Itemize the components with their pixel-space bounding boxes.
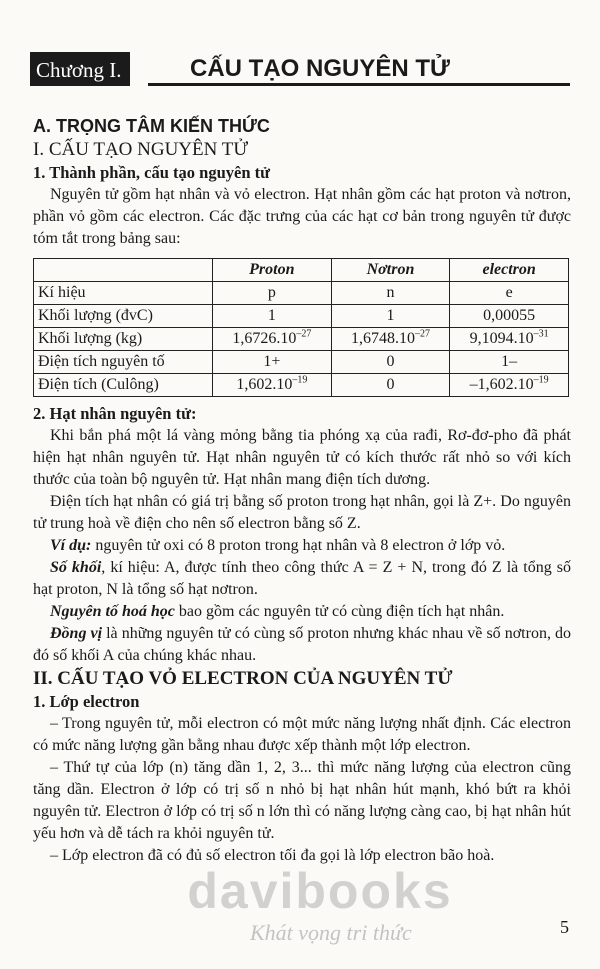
table-header-row: [34, 259, 569, 282]
isotope-paragraph: [33, 623, 571, 667]
example-label: Ví dụ:: [50, 537, 92, 554]
page-number: 5: [560, 917, 569, 937]
proton-cell: 1: [213, 305, 332, 328]
exponent: –19: [292, 374, 308, 386]
subsection-2-1-heading: 1. Lớp electron: [33, 692, 140, 711]
notron-cell: 0: [331, 374, 450, 397]
mantissa: –1,602.10: [469, 376, 534, 393]
notron-cell: 0: [331, 351, 450, 374]
section-a-heading: A. TRỌNG TÂM KIẾN THỨC: [33, 116, 270, 136]
mass-number-paragraph: [33, 557, 571, 601]
particle-properties-table: [33, 258, 569, 397]
mantissa: 9,1094.10: [469, 330, 534, 347]
saturated-shell-paragraph: – Lớp electron đã có đủ số electron tối đa gọi là lớp electron bão hoà.: [50, 847, 495, 864]
intro-paragraph: Nguyên tử gồm hạt nhân và vỏ electron. Hạt nhân gồm các hạt proton và nơtron, phần vỏ gồm các electron. Các đặc trưng của các hạt cơ bản trong nguyên tử được tóm tắt trong bảng sau:: [33, 186, 571, 247]
mantissa: 1,602.10: [236, 376, 293, 393]
subsection-1-2-heading: 2. Hạt nhân nguyên tử:: [33, 404, 197, 423]
isotope-label: Đồng vị: [50, 625, 103, 642]
electron-cell: e: [450, 282, 569, 305]
table-row: [34, 351, 569, 374]
notron-cell: n: [331, 282, 450, 305]
watermark-tagline: Khát vọng tri thức: [250, 920, 412, 945]
exponent: –31: [533, 328, 549, 340]
page-content: [33, 114, 571, 867]
watermark-brand: davibooks: [187, 863, 453, 919]
example-paragraph: [33, 535, 571, 557]
table-header-cell: Proton: [213, 259, 332, 282]
chapter-title: CẤU TẠO NGUYÊN TỬ: [190, 55, 450, 82]
element-paragraph: [33, 601, 571, 623]
notron-cell: 1: [331, 305, 450, 328]
shell-order-paragraph: – Thứ tự của lớp (n) tăng dần 1, 2, 3... thì mức năng lượng của electron cũng tăng dần. Electron ở lớp có trị số n nhỏ bị hạt nhân hút mạnh, khó bứt ra khỏi nguyên tử. Electron ở lớp có trị số n lớn thì có năng lượng càng cao, bị hạt nhân hút yếu hơn và dễ tách ra khỏi nguyên tử.: [33, 759, 571, 842]
exponent: –27: [414, 328, 430, 340]
electron-cell: [450, 374, 569, 397]
mass-number-text: , kí hiệu: A, được tính theo công thức A = Z + N, trong đó Z là tổng số hạt proton, N là tổng số hạt nơtron.: [33, 559, 571, 598]
row-label: Khối lượng (kg): [34, 328, 213, 351]
chapter-label: Chương I.: [30, 52, 130, 86]
mantissa: 1,6726.10: [232, 330, 297, 347]
table-row: [34, 305, 569, 328]
energy-paragraph: – Trong nguyên tử, mỗi electron có một mức năng lượng nhất định. Các electron có mức năng lượng gần bằng nhau được xếp thành một lớp electron.: [33, 715, 571, 754]
mass-number-label: Số khối: [50, 559, 102, 576]
electron-cell: [450, 328, 569, 351]
table-row: [34, 282, 569, 305]
proton-cell: p: [213, 282, 332, 305]
section-2-heading: II. CẤU TẠO VỎ ELECTRON CỦA NGUYÊN TỬ: [33, 668, 453, 689]
exponent: –27: [296, 328, 312, 340]
proton-cell: [213, 328, 332, 351]
row-label: Kí hiệu: [34, 282, 213, 305]
section-1-heading: I. CẤU TẠO NGUYÊN TỬ: [33, 139, 249, 160]
element-text: bao gồm các nguyên tử có cùng điện tích hạt nhân.: [174, 603, 505, 620]
row-label: Điện tích (Culông): [34, 374, 213, 397]
proton-cell: 1+: [213, 351, 332, 374]
element-label: Nguyên tố hoá học: [50, 603, 175, 620]
chapter-header: [30, 52, 570, 86]
proton-cell: [213, 374, 332, 397]
table-row: [34, 374, 569, 397]
mantissa: 1,6748.10: [350, 330, 415, 347]
electron-cell: 1–: [450, 351, 569, 374]
electron-cell: 0,00055: [450, 305, 569, 328]
table-header-cell: electron: [450, 259, 569, 282]
row-label: Điện tích nguyên tố: [34, 351, 213, 374]
charge-paragraph: Điện tích hạt nhân có giá trị bằng số proton trong hạt nhân, gọi là Z+. Do nguyên tử trung hoà về điện cho nên số electron bằng số Z.: [33, 493, 571, 532]
exponent: –19: [533, 374, 549, 386]
notron-cell: [331, 328, 450, 351]
example-text: nguyên tử oxi có 8 proton trong hạt nhân và 8 electron ở lớp vỏ.: [91, 537, 506, 554]
isotope-text: là những nguyên tử có cùng số proton nhưng khác nhau về số nơtron, do đó số khối A của chúng khác nhau.: [33, 625, 572, 664]
subsection-1-1-heading: 1. Thành phần, cấu tạo nguyên tử: [33, 163, 271, 182]
nucleus-paragraph: Khi bắn phá một lá vàng mỏng bằng tia phóng xạ của rađi, Rơ-đơ-pho đã phát hiện hạt nhân nguyên tử. Hạt nhân nguyên tử có kích thước rất nhỏ so với kích thước của toàn bộ nguyên tử. Hạt nhân mang điện tích dương.: [33, 427, 571, 488]
table-header-cell: Nơtron: [331, 259, 450, 282]
table-header-cell: [34, 259, 213, 282]
table-row: [34, 328, 569, 351]
row-label: Khối lượng (đvC): [34, 305, 213, 328]
